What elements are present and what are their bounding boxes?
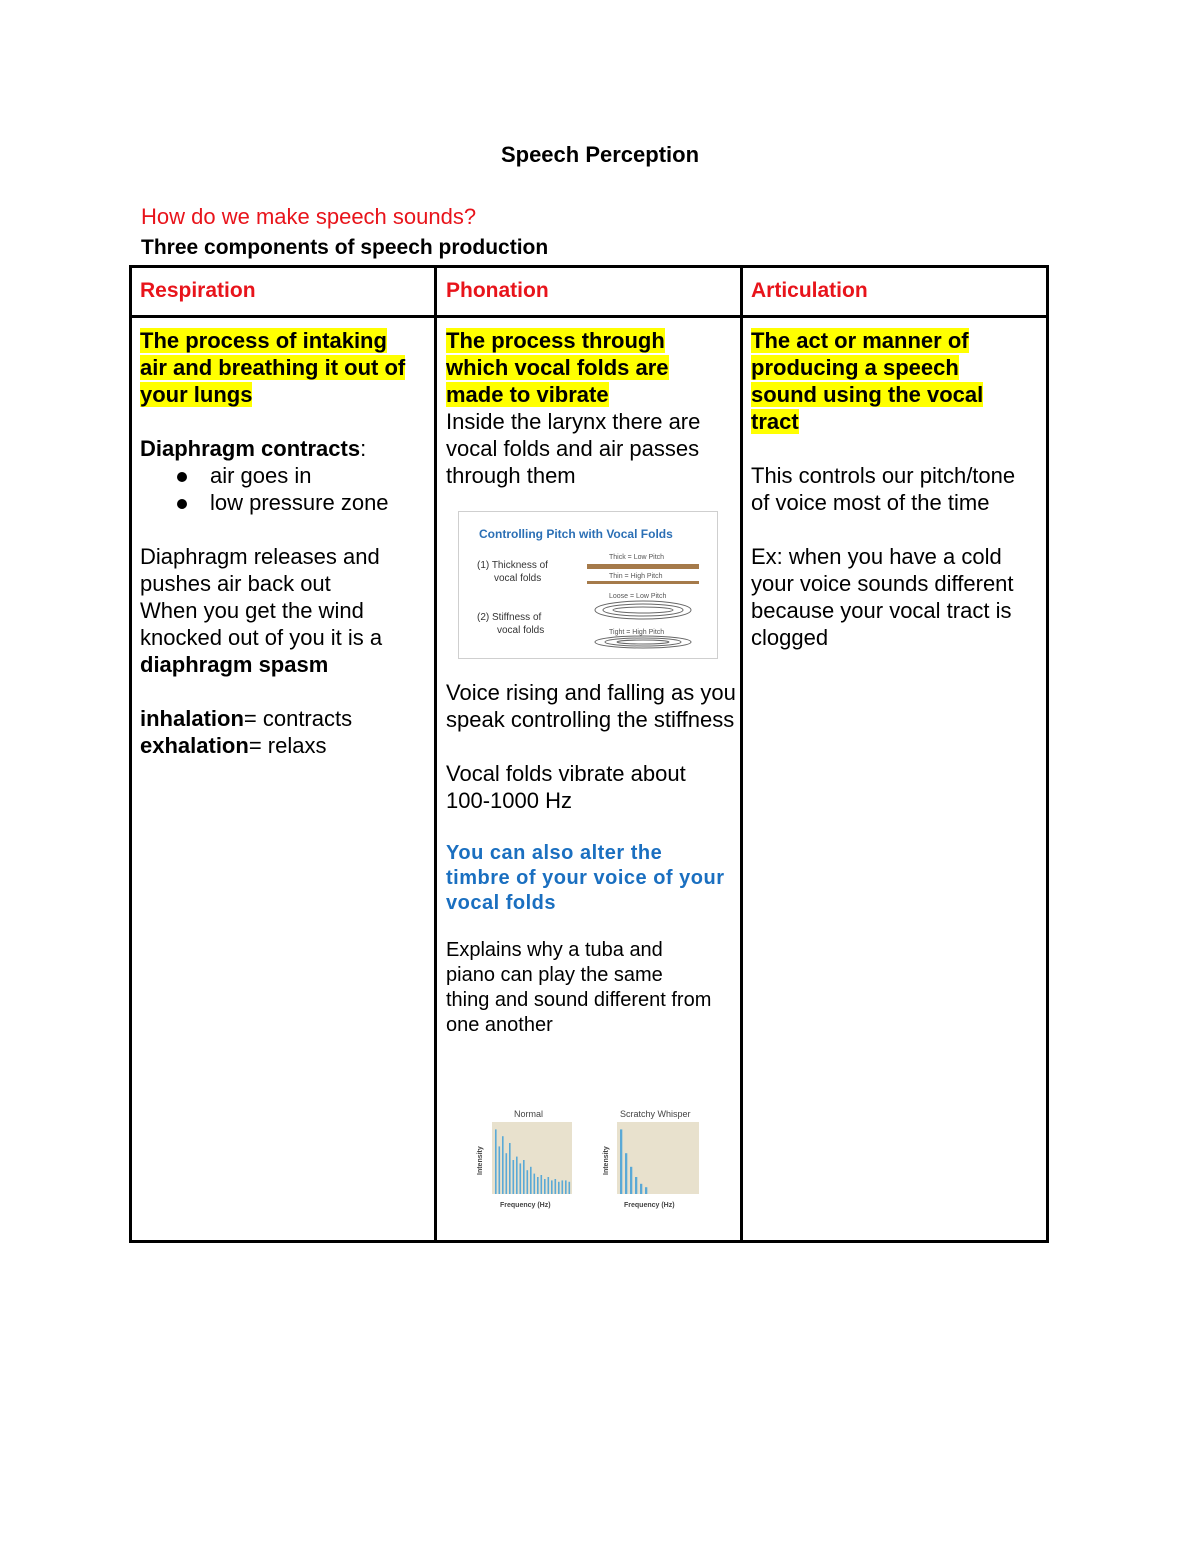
larynx-line: vocal folds and air passes xyxy=(446,436,700,461)
respiration-definition-line: The process of intaking xyxy=(140,328,387,353)
whisper-spectrum-bar xyxy=(620,1129,622,1194)
whisper-spectrum-title: Scratchy Whisper xyxy=(620,1109,691,1119)
whisper-spectrum-bar xyxy=(625,1153,627,1194)
section-question: How do we make speech sounds? xyxy=(141,204,477,229)
table-border-top xyxy=(129,265,1049,268)
controls-line: of voice most of the time xyxy=(751,490,990,515)
normal-spectrum-bar xyxy=(502,1136,504,1194)
phonation-cell xyxy=(446,327,738,489)
normal-spectrum-bar xyxy=(544,1179,546,1194)
releases-line: pushes air back out xyxy=(140,571,331,596)
whisper-spectrum-bar xyxy=(640,1184,642,1194)
pitch-figure-title: Controlling Pitch with Vocal Folds xyxy=(479,527,673,541)
voice-rising-line: Voice rising and falling as you xyxy=(446,680,736,705)
releases-line: When you get the wind xyxy=(140,598,364,623)
tight-wave-icon xyxy=(595,636,691,648)
normal-spectrum-bar xyxy=(516,1157,518,1194)
spectra-figure-svg xyxy=(474,1103,714,1221)
normal-spectrum-bar xyxy=(506,1153,508,1194)
whisper-xlabel: Frequency (Hz) xyxy=(624,1202,675,1209)
normal-spectrum-bar xyxy=(569,1182,571,1194)
releases-line: knocked out of you it is a xyxy=(140,625,383,650)
bullet-icon xyxy=(177,499,187,509)
exhalation-label: exhalation xyxy=(140,733,249,758)
phonation-cell-lower xyxy=(446,679,738,1038)
normal-spectrum-title: Normal xyxy=(514,1109,544,1119)
normal-spectrum-bar xyxy=(495,1129,497,1194)
table-border-left xyxy=(129,265,132,1243)
timbre-line: You can also alter the xyxy=(446,842,663,864)
normal-spectrum-bar xyxy=(558,1182,560,1194)
table-col-divider-1 xyxy=(434,265,437,1243)
example-line: clogged xyxy=(751,625,829,650)
list-item xyxy=(210,489,430,516)
normal-spectrum-bar xyxy=(527,1170,529,1194)
tight-label: Tight = High Pitch xyxy=(609,629,665,636)
normal-plot-area xyxy=(492,1122,572,1194)
whisper-spectrum-bar xyxy=(645,1187,647,1194)
header-respiration: Respiration xyxy=(140,279,256,302)
phonation-definition-line: made to vibrate xyxy=(446,382,609,407)
normal-spectrum-bar xyxy=(565,1180,567,1194)
pitch-label-thickness: (1) Thickness of xyxy=(477,560,548,571)
normal-spectrum-bar xyxy=(555,1179,557,1194)
example-line: Ex: when you have a cold xyxy=(751,544,1002,569)
example-line: your voice sounds different xyxy=(751,571,1014,596)
pitch-figure-svg xyxy=(459,512,717,658)
normal-spectrum-bar xyxy=(541,1175,543,1194)
tuba-line: thing and sound different from xyxy=(446,989,712,1011)
whisper-plot-area xyxy=(617,1122,699,1194)
respiration-definition-line: your lungs xyxy=(140,382,253,407)
normal-spectrum-bar xyxy=(513,1160,515,1194)
normal-spectrum-bar xyxy=(509,1143,511,1194)
exhalation-value: = relaxs xyxy=(248,733,327,758)
vibrate-line: Vocal folds vibrate about xyxy=(446,761,686,786)
articulation-cell xyxy=(751,327,1043,651)
inhalation-value: = contracts xyxy=(243,706,353,731)
bullet-text: low pressure zone xyxy=(210,490,389,515)
larynx-line: Inside the larynx there are xyxy=(446,409,701,434)
table-header-divider xyxy=(129,315,1049,318)
respiration-definition-line: air and breathing it out of xyxy=(140,355,406,380)
articulation-definition-line: tract xyxy=(751,409,799,434)
articulation-definition-line: sound using the vocal xyxy=(751,382,984,407)
spectra-figure xyxy=(474,1103,714,1221)
pitch-label-thickness-2: vocal folds xyxy=(494,573,542,584)
normal-xlabel: Frequency (Hz) xyxy=(500,1202,551,1209)
normal-spectrum-bar xyxy=(562,1180,564,1194)
respiration-bullet-list xyxy=(140,462,430,516)
whisper-ylabel: Intensity xyxy=(603,1146,610,1175)
respiration-cell xyxy=(140,327,430,759)
table-col-divider-2 xyxy=(740,265,743,1243)
normal-spectrum-bar xyxy=(523,1160,525,1194)
thin-label: Thin = High Pitch xyxy=(609,573,663,580)
whisper-spectrum-bar xyxy=(635,1177,637,1194)
list-item xyxy=(210,462,430,489)
articulation-definition-line: The act or manner of xyxy=(751,328,969,353)
example-line: because your vocal tract is xyxy=(751,598,1012,623)
controls-line: This controls our pitch/tone xyxy=(751,463,1016,488)
phonation-definition-line: The process through xyxy=(446,328,665,353)
page-title: Speech Perception xyxy=(500,142,700,167)
thin-fold xyxy=(587,581,699,584)
pitch-label-stiffness-2: vocal folds xyxy=(497,625,545,636)
voice-rising-line: speak controlling the stiffness xyxy=(446,707,735,732)
larynx-line: through them xyxy=(446,463,576,488)
table-border-right xyxy=(1046,265,1049,1243)
normal-spectrum-bar xyxy=(530,1167,532,1194)
normal-spectrum-bar xyxy=(499,1146,501,1194)
inhalation-label: inhalation xyxy=(140,706,244,731)
vibrate-line: 100-1000 Hz xyxy=(446,788,572,813)
normal-spectrum-bar xyxy=(537,1177,539,1194)
thick-label: Thick = Low Pitch xyxy=(609,554,665,561)
pitch-figure xyxy=(458,511,718,659)
normal-spectrum-bar xyxy=(534,1174,536,1194)
bullet-text: air goes in xyxy=(210,463,312,488)
normal-spectrum-bar xyxy=(548,1177,550,1194)
tuba-line: one another xyxy=(446,1014,553,1036)
pitch-label-stiffness: (2) Stiffness of xyxy=(477,612,542,623)
diaphragm-spasm-term: diaphragm spasm xyxy=(140,652,329,677)
whisper-spectrum-bar xyxy=(630,1167,632,1194)
timbre-line: vocal folds xyxy=(446,892,556,914)
components-table xyxy=(129,265,1049,1243)
bullet-icon xyxy=(177,472,187,482)
diaphragm-contracts-colon: : xyxy=(360,436,367,461)
thick-fold xyxy=(587,564,699,569)
normal-ylabel: Intensity xyxy=(477,1146,484,1175)
header-articulation: Articulation xyxy=(751,279,868,302)
normal-spectrum-bar xyxy=(551,1180,553,1194)
normal-spectrum-bar xyxy=(520,1163,522,1194)
section-subheading: Three components of speech production xyxy=(141,236,549,259)
header-phonation: Phonation xyxy=(446,279,549,302)
phonation-definition-line: which vocal folds are xyxy=(446,355,669,380)
tuba-line: piano can play the same xyxy=(446,964,663,986)
articulation-definition-line: producing a speech xyxy=(751,355,959,380)
diaphragm-contracts-label: Diaphragm contracts xyxy=(140,436,361,461)
table-border-bottom xyxy=(129,1240,1049,1243)
releases-line: Diaphragm releases and xyxy=(140,544,380,569)
tuba-line: Explains why a tuba and xyxy=(446,939,663,961)
timbre-line: timbre of your voice of your xyxy=(446,867,725,889)
loose-wave-icon xyxy=(595,601,691,619)
loose-label: Loose = Low Pitch xyxy=(609,593,667,600)
